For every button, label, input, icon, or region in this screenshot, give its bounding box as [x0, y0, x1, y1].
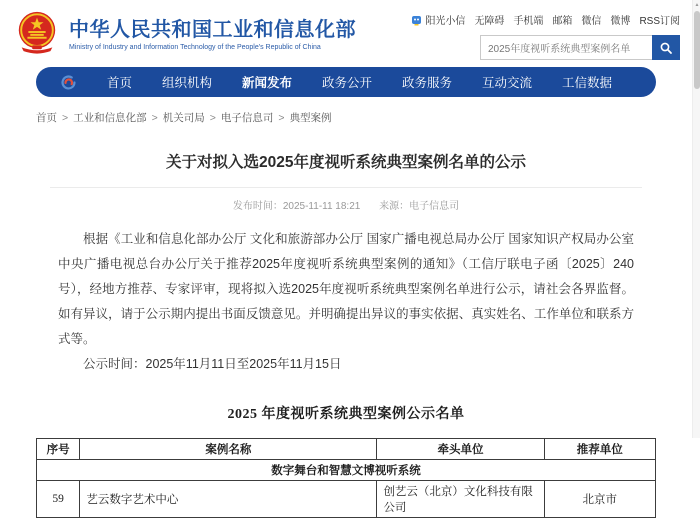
article — [36, 150, 656, 518]
col-header-case-name: 案例名称 — [80, 439, 377, 460]
cell-lead-unit: 创艺云（北京）文化科技有限公司 — [377, 481, 544, 518]
scrollbar-thumb[interactable] — [694, 11, 700, 89]
publish-time: 发布时间：2025-11-11 18:21 — [232, 201, 361, 212]
search-icon — [659, 41, 673, 55]
quick-link-sunshine[interactable] — [411, 12, 465, 27]
cell-index: 59 — [37, 481, 80, 518]
quick-links — [411, 12, 680, 27]
scrollbar-track[interactable] — [692, 0, 700, 438]
cell-recommend-unit: 北京市 — [544, 481, 655, 518]
case-table — [36, 438, 656, 518]
table-header-row — [37, 439, 656, 460]
miit-logo-icon — [60, 74, 77, 91]
search-input[interactable] — [480, 35, 652, 60]
site-brand[interactable] — [14, 9, 356, 55]
sunshine-assistant-icon — [411, 14, 422, 26]
breadcrumb-separator: > — [151, 111, 158, 124]
col-header-index: 序号 — [37, 439, 80, 460]
breadcrumb-miit[interactable]: 工业和信息化部 — [73, 112, 147, 124]
article-body — [58, 227, 634, 377]
breadcrumb-departments[interactable]: 机关司局 — [162, 112, 205, 124]
article-source: 来源：电子信息司 — [379, 201, 460, 212]
nav-item-news[interactable]: 新闻发布 — [241, 76, 292, 90]
article-paragraph: 根据《工业和信息化部办公厅 文化和旅游部办公厅 国家广播电视总局办公厅 国家知识产权局办公室 中央广播电视总台办公厅关于推荐2025年度视听系统典型案例的通知》（工信厅联电子函〔2025〕240号），经地方推荐、专家评审，现将拟入选2025年度视听系统典型案例名单进行公示，请社会各界监督。如有异议，请于公示期内提出书面反馈意见。并明确提出异议的事实依据、真实姓名、工作单位和联系方式等。 — [58, 232, 634, 346]
nav-item-gov-services[interactable]: 政务服务 — [401, 76, 452, 90]
nav-item-interaction[interactable]: 互动交流 — [481, 76, 532, 90]
table-section-title: 数字舞台和智慧文博视听系统 — [37, 460, 656, 481]
breadcrumb-typical-cases[interactable]: 典型案例 — [289, 112, 332, 124]
breadcrumb-separator: > — [278, 111, 285, 124]
search-button[interactable] — [652, 35, 680, 60]
breadcrumb-separator: > — [62, 111, 69, 124]
nav-item-gov-disclosure[interactable]: 政务公开 — [321, 76, 372, 90]
breadcrumb-home[interactable]: 首页 — [36, 112, 57, 124]
quick-link-wechat[interactable]: 微信 — [581, 16, 602, 27]
breadcrumb-separator: > — [209, 111, 216, 124]
site-header — [0, 0, 692, 60]
quick-link-accessibility[interactable]: 无障碍 — [474, 16, 505, 27]
col-header-recommend-unit: 推荐单位 — [544, 439, 655, 460]
quick-link-mail[interactable]: 邮箱 — [552, 16, 573, 27]
case-list-heading: 2025 年度视听系统典型案例公示名单 — [227, 407, 465, 422]
site-title-en: Ministry of Industry and Information Technology of the People's Republic of China — [69, 44, 321, 51]
article-meta — [36, 197, 656, 212]
cell-case-name: 艺云数字艺术中心 — [80, 481, 377, 518]
quick-link-rss[interactable]: RSS订阅 — [639, 16, 680, 27]
quick-link-mobile[interactable]: 手机端 — [513, 16, 544, 27]
site-title-group — [69, 13, 356, 51]
national-emblem-icon — [14, 9, 60, 55]
breadcrumb-electronics-dept[interactable]: 电子信息司 — [220, 112, 274, 124]
title-divider — [50, 187, 642, 188]
nav-item-home[interactable]: 首页 — [106, 76, 132, 90]
scrollbar-up-arrow[interactable]: ▲ — [694, 2, 700, 8]
site-title-cn: 中华人民共和国工业和信息化部 — [69, 19, 356, 41]
search-bar — [480, 35, 680, 60]
article-paragraph: 公示时间：2025年11月11日至2025年11月15日 — [83, 357, 342, 371]
quick-link-label: 阳光小信 — [425, 16, 466, 27]
breadcrumb — [36, 110, 656, 125]
table-row — [37, 481, 656, 518]
col-header-lead-unit: 牵头单位 — [377, 439, 544, 460]
main-nav — [36, 67, 656, 97]
nav-item-data[interactable]: 工信数据 — [561, 76, 612, 90]
nav-item-organization[interactable]: 组织机构 — [161, 76, 212, 90]
table-section-row — [37, 460, 656, 481]
header-right — [411, 9, 680, 60]
quick-link-weibo[interactable]: 微博 — [610, 16, 631, 27]
article-title: 关于对拟入选2025年度视听系统典型案例名单的公示 — [166, 154, 526, 171]
